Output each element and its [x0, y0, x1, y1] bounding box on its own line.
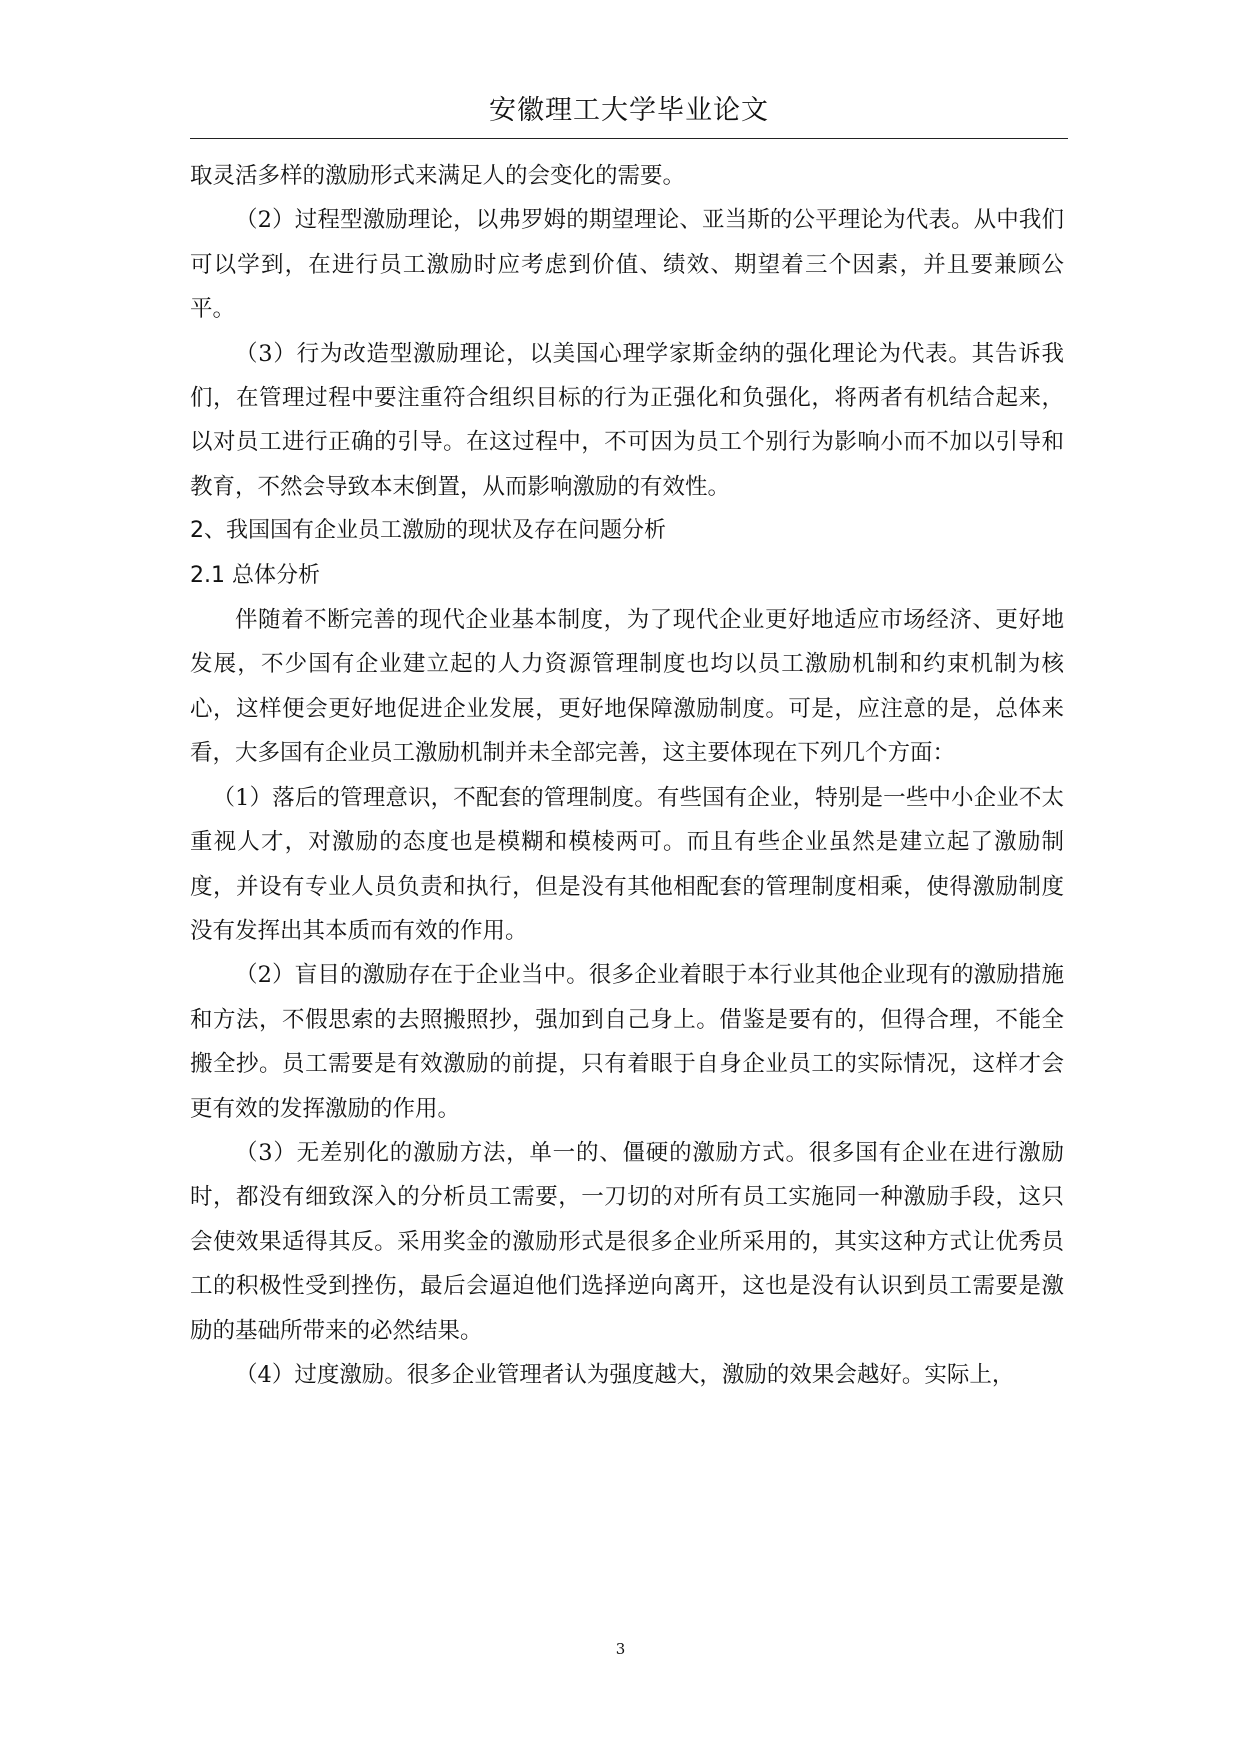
paragraph-issue-2: （2）盲目的激励存在于企业当中。很多企业着眼于本行业其他企业现有的激励措施和方法，不假思索的去照搬照抄，强加到自己身上。借鉴是要有的，但得合理，不能全搬全抄。员工需要是有效激励的前提，只有着眼于自身企业员工的实际情况，这样才会更有效的发挥激励的作用。 — [190, 962, 1064, 1122]
paragraph-issue-3: （3）无差别化的激励方法，单一的、僵硬的激励方式。很多国有企业在进行激励时，都没有细致深入的分析员工需要，一刀切的对所有员工实施同一种激励手段，这只会使效果适得其反。采用奖金的激励形式是很多企业所采用的，其实这种方式让优秀员工的积极性受到挫伤，最后会逼迫他们选择逆向离开，这也是没有认识到员工需要是激励的基础所带来的必然结果。 — [190, 1139, 1064, 1344]
page-header — [190, 92, 1068, 139]
paragraph-behavior-theory: （3）行为改造型激励理论，以美国心理学家斯金纳的强化理论为代表。其告诉我们，在管理过程中要注重符合组织目标的行为正强化和负强化，将两者有机结合起来，以对员工进行正确的引导。在这过程中，不可因为员工个别行为影响小而不加以引导和教育，不然会导致本末倒置，从而影响激励的有效性。 — [190, 340, 1064, 500]
paragraph-issue-4: （4）过度激励。很多企业管理者认为强度越大，激励的效果会越好。实际上， — [235, 1361, 1015, 1388]
paragraph-issue-1: （1）落后的管理意识，不配套的管理制度。有些国有企业，特别是一些中小企业不太重视人才，对激励的态度也是模糊和模棱两可。而且有些企业虽然是建立起了激励制度，并设有专业人员负责和执行，但是没有其他相配套的管理制度相乘，使得激励制度没有发挥出其本质而有效的作用。 — [190, 784, 1064, 944]
header-title: 安徽理工大学毕业论文 — [489, 95, 769, 126]
paragraph-process-theory: （2）过程型激励理论，以弗罗姆的期望理论、亚当斯的公平理论为代表。从中我们可以学到，在进行员工激励时应考虑到价值、绩效、期望着三个因素，并且要兼顾公平。 — [190, 207, 1064, 323]
page-number: 3 — [615, 1640, 626, 1658]
body-text — [190, 154, 1064, 1397]
paragraph-overview: 伴随着不断完善的现代企业基本制度，为了现代企业更好地适应市场经济、更好地发展，不少国有企业建立起的人力资源管理制度也均以员工激励机制和约束机制为核心，这样便会更好地促进企业发展，更好地保障激励制度。可是，应注意的是，总体来看，大多国有企业员工激励机制并未全部完善，这主要体现在下列几个方面： — [190, 607, 1064, 767]
section-heading: 2、我国国有企业员工激励的现状及存在问题分析 — [190, 518, 666, 544]
paragraph-continuation: 取灵活多样的激励形式来满足人的会变化的需要。 — [190, 163, 686, 189]
subsection-heading: 2.1 总体分析 — [190, 562, 320, 588]
